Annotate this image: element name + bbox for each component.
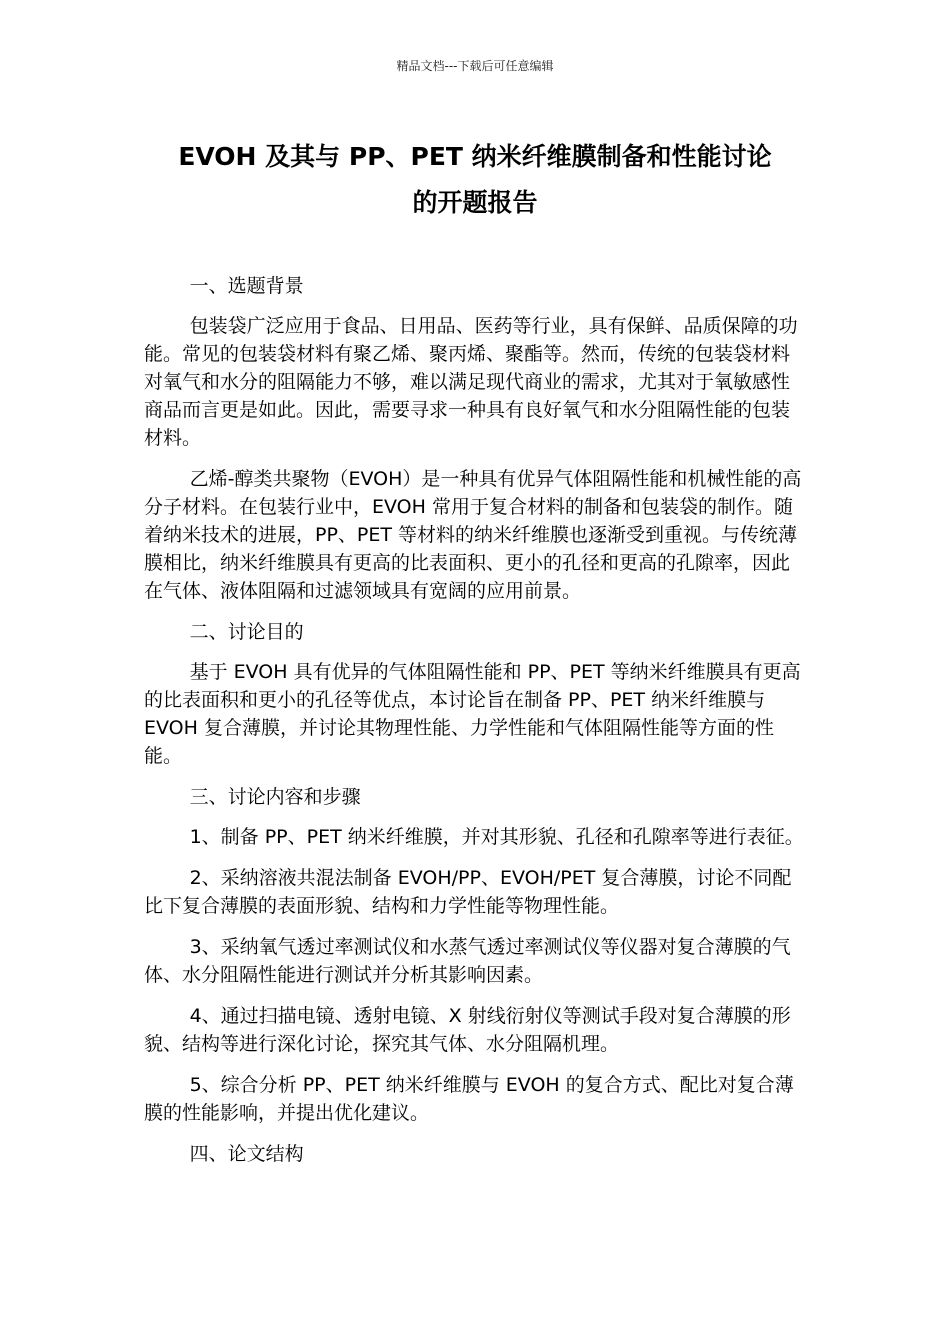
list-item-step-5: 5、综合分析 PP、PET 纳米纤维膜与 EVOH 的复合方式、配比对复合薄膜的性能影响，并提出优化建议。 <box>144 1074 794 1124</box>
title-line-1: EVOH 及其与 PP、PET 纳米纤维膜制备和性能讨论 <box>178 142 772 171</box>
document-body <box>144 272 808 1180</box>
list-item-step-3: 3、采纳氧气透过率测试仪和水蒸气透过率测试仪等仪器对复合薄膜的气体、水分阻隔性能进行测试并分析其影响因素。 <box>144 936 791 986</box>
title-line-2: 的开题报告 <box>412 188 538 217</box>
paragraph-background-2: 乙烯-醇类共聚物（EVOH）是一种具有优异气体阻隔性能和机械性能的高分子材料。在包装行业中，EVOH 常用于复合材料的制备和包装袋的制作。随着纳米技术的进展，PP、PET 等材料的纳米纤维膜也逐渐受到重视。与传统薄膜相比，纳米纤维膜具有更高的比表面积、更小的孔径和更高的孔隙率，因此在气体、液体阻隔和过滤领域具有宽阔的应用前景。 <box>144 468 802 602</box>
paragraph-background-1: 包装袋广泛应用于食品、日用品、医药等行业，具有保鲜、品质保障的功能。常见的包装袋材料有聚乙烯、聚丙烯、聚酯等。然而，传统的包装袋材料对氧气和水分的阻隔能力不够，难以满足现代商业的需求，尤其对于氧敏感性商品而言更是如此。因此，需要寻求一种具有良好氧气和水分阻隔性能的包装材料。 <box>144 315 798 449</box>
section-heading-content-steps: 三、讨论内容和步骤 <box>189 786 361 808</box>
section-heading-structure: 四、论文结构 <box>189 1143 304 1165</box>
header-note: 精品文档---下载后可任意编辑 <box>396 59 554 73</box>
list-item-step-2: 2、采纳溶液共混法制备 EVOH/PP、EVOH/PET 复合薄膜，讨论不同配比下复合薄膜的表面形貌、结构和力学性能等物理性能。 <box>144 867 792 917</box>
section-heading-background: 一、选题背景 <box>189 275 304 297</box>
paragraph-purpose: 基于 EVOH 具有优异的气体阻隔性能和 PP、PET 等纳米纤维膜具有更高的比表面积和更小的孔径等优点，本讨论旨在制备 PP、PET 纳米纤维膜与 EVOH 复合薄膜，并讨论其物理性能、力学性能和气体阻隔性能等方面的性能。 <box>144 661 801 767</box>
list-item-step-1: 1、制备 PP、PET 纳米纤维膜，并对其形貌、孔径和孔隙率等进行表征。 <box>189 826 804 848</box>
document-title <box>130 134 820 226</box>
list-item-step-4: 4、通过扫描电镜、透射电镜、X 射线衍射仪等测试手段对复合薄膜的形貌、结构等进行深化讨论，探究其气体、水分阻隔机理。 <box>144 1005 791 1055</box>
section-heading-purpose: 二、讨论目的 <box>189 621 304 643</box>
